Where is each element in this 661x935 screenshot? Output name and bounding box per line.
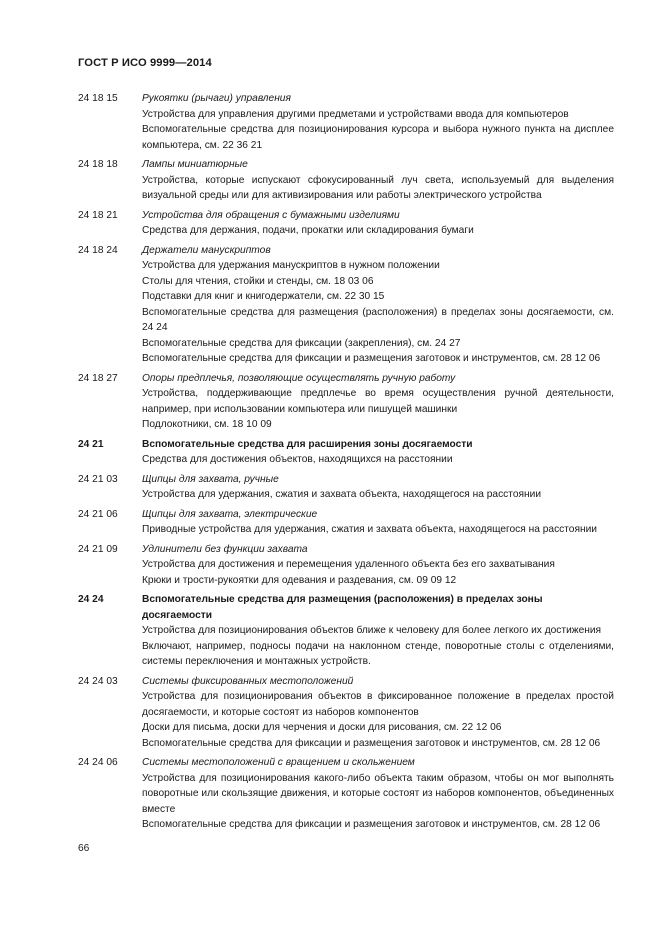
entry-code: 24 18 27 bbox=[78, 372, 118, 384]
entry-title: Устройства для обращения с бумажными изделиями bbox=[142, 209, 400, 221]
entry-title: Рукоятки (рычаги) управления bbox=[142, 93, 291, 104]
entry-description-line: Подлокотники, см. 18 10 09 bbox=[142, 419, 272, 430]
entry-24-24-03 bbox=[78, 674, 614, 752]
entry-title: Вспомогательные средства для размещения (расположения) в пределах зоны досягаемости bbox=[142, 594, 543, 621]
entry-code: 24 24 bbox=[78, 594, 104, 605]
entry-description-line: Доски для письма, доски для черчения и доски для рисования, см. 22 12 06 bbox=[142, 722, 502, 733]
entry-24-18-27 bbox=[78, 371, 614, 433]
entry-description-line: Устройства для позиционирования объектов ближе к человеку для более легкого их достижения bbox=[142, 625, 602, 636]
entry-description-line: Устройства, поддерживающие предплечье во время осуществления ручной деятельности, например, при использовании компьютера или пишущей машинки bbox=[142, 388, 614, 415]
entry-code: 24 21 03 bbox=[78, 473, 118, 485]
entry-code: 24 24 03 bbox=[78, 675, 118, 687]
entry-code: 24 18 15 bbox=[78, 93, 118, 104]
entry-24-18-21 bbox=[78, 208, 614, 239]
entry-body bbox=[142, 592, 614, 670]
entry-description-line: Устройства для удержания, сжатия и захвата объекта, находящегося на расстоянии bbox=[142, 489, 542, 500]
entry-title: Удлинители без функции захвата bbox=[142, 543, 308, 555]
entry-description-line: Столы для чтения, стойки и стенды, см. 18 03 06 bbox=[142, 275, 374, 287]
document-header: ГОСТ Р ИСО 9999—2014 bbox=[78, 57, 212, 69]
entry-description-line: Устройства для позиционирования какого-либо объекта таким образом, чтобы он мог выполнять поворотные или скользящие движения, и которые состоят из наборов компонентов, объединенных вместе bbox=[142, 772, 614, 815]
classification-list bbox=[78, 91, 614, 833]
entry-title: Системы местоположений с вращением и скольжением bbox=[142, 757, 415, 768]
entry-description-line: Устройства для управления другими предметами и устройствами ввода для компьютеров bbox=[142, 108, 569, 120]
entry-title: Щипцы для захвата, электрические bbox=[142, 508, 318, 520]
entry-24-21-06 bbox=[78, 507, 614, 538]
entry-description-line: Вспомогательные средства для фиксации и размещения заготовок и инструментов, см. 28 12 06 bbox=[142, 737, 601, 749]
entry-body bbox=[142, 91, 614, 153]
entry-code: 24 18 24 bbox=[78, 244, 118, 256]
entry-title: Щипцы для захвата, ручные bbox=[142, 473, 279, 485]
entry-24-21-03 bbox=[78, 472, 614, 503]
entry-24-18-15 bbox=[78, 91, 614, 153]
entry-description-line: Средства для достижения объектов, находящихся на расстоянии bbox=[142, 454, 453, 465]
entry-code: 24 18 21 bbox=[78, 209, 118, 221]
entry-body bbox=[142, 371, 614, 433]
entry-description-line: Включают, например, подносы подачи на наклонном стенде, поворотные столы с отделениями, системы переключения и монтажных устройств. bbox=[142, 640, 614, 667]
entry-24-24-06 bbox=[78, 755, 614, 833]
entry-body bbox=[142, 507, 614, 538]
entry-body bbox=[142, 755, 614, 833]
entry-body bbox=[142, 157, 614, 204]
entry-description-line: Устройства для позиционирования объектов в фиксированное положение в пределах простой досягаемости, и которые состоят из наборов компонентов bbox=[142, 691, 614, 718]
entry-code: 24 21 06 bbox=[78, 508, 118, 520]
entry-24-21-09 bbox=[78, 542, 614, 589]
entry-description-line: Вспомогательные средства для фиксации и размещения заготовок и инструментов, см. 28 12 06 bbox=[142, 353, 601, 364]
entry-24-21 bbox=[78, 437, 614, 468]
entry-description-line: Вспомогательные средства для позиционирования курсора и выбора нужного пункта на дисплее компьютера, см. 22 36 21 bbox=[142, 124, 614, 151]
entry-title: Держатели манускриптов bbox=[142, 244, 271, 256]
entry-title: Вспомогательные средства для расширения зоны досягаемости bbox=[142, 438, 473, 450]
entry-title: Лампы миниатюрные bbox=[142, 159, 248, 170]
entry-description-line: Вспомогательные средства для фиксации и размещения заготовок и инструментов, см. 28 12 06 bbox=[142, 819, 601, 830]
entry-description-line: Устройства, которые испускают сфокусированный луч света, используемый для выделения визуальной среды или для активизирования или работы электрического устройства bbox=[142, 174, 614, 201]
entry-description-line: Вспомогательные средства для размещения (расположения) в пределах зоны досягаемости, см. 24 24 bbox=[142, 306, 614, 333]
entry-code: 24 18 18 bbox=[78, 159, 118, 170]
entry-24-18-18 bbox=[78, 157, 614, 204]
entry-body bbox=[142, 437, 614, 468]
entry-body bbox=[142, 208, 614, 239]
entry-description-line: Средства для держания, подачи, прокатки или складирования бумаги bbox=[142, 225, 474, 236]
entry-code: 24 21 bbox=[78, 438, 104, 450]
entry-description-line: Устройства для удержания манускриптов в нужном положении bbox=[142, 260, 440, 271]
entry-description-line: Подставки для книг и книгодержатели, см. 22 30 15 bbox=[142, 291, 385, 302]
entry-24-24 bbox=[78, 592, 614, 670]
entry-description-line: Устройства для достижения и перемещения удаленного объекта без его захватывания bbox=[142, 559, 555, 570]
entry-description-line: Вспомогательные средства для фиксации (закрепления), см. 24 27 bbox=[142, 337, 461, 349]
page-number: 66 bbox=[78, 843, 90, 854]
entry-description-line: Приводные устройства для удержания, сжатия и захвата объекта, находящегося на расстоянии bbox=[142, 524, 598, 535]
entry-body bbox=[142, 472, 614, 503]
entry-description-line: Крюки и трости-рукоятки для одевания и раздевания, см. 09 09 12 bbox=[142, 574, 457, 586]
entry-code: 24 21 09 bbox=[78, 543, 118, 555]
entry-24-18-24 bbox=[78, 243, 614, 367]
entry-title: Опоры предплечья, позволяющие осуществлять ручную работу bbox=[142, 372, 456, 384]
entry-body bbox=[142, 542, 614, 589]
entry-body bbox=[142, 674, 614, 752]
entry-code: 24 24 06 bbox=[78, 757, 118, 768]
entry-title: Системы фиксированных местоположений bbox=[142, 675, 354, 687]
entry-body bbox=[142, 243, 614, 367]
